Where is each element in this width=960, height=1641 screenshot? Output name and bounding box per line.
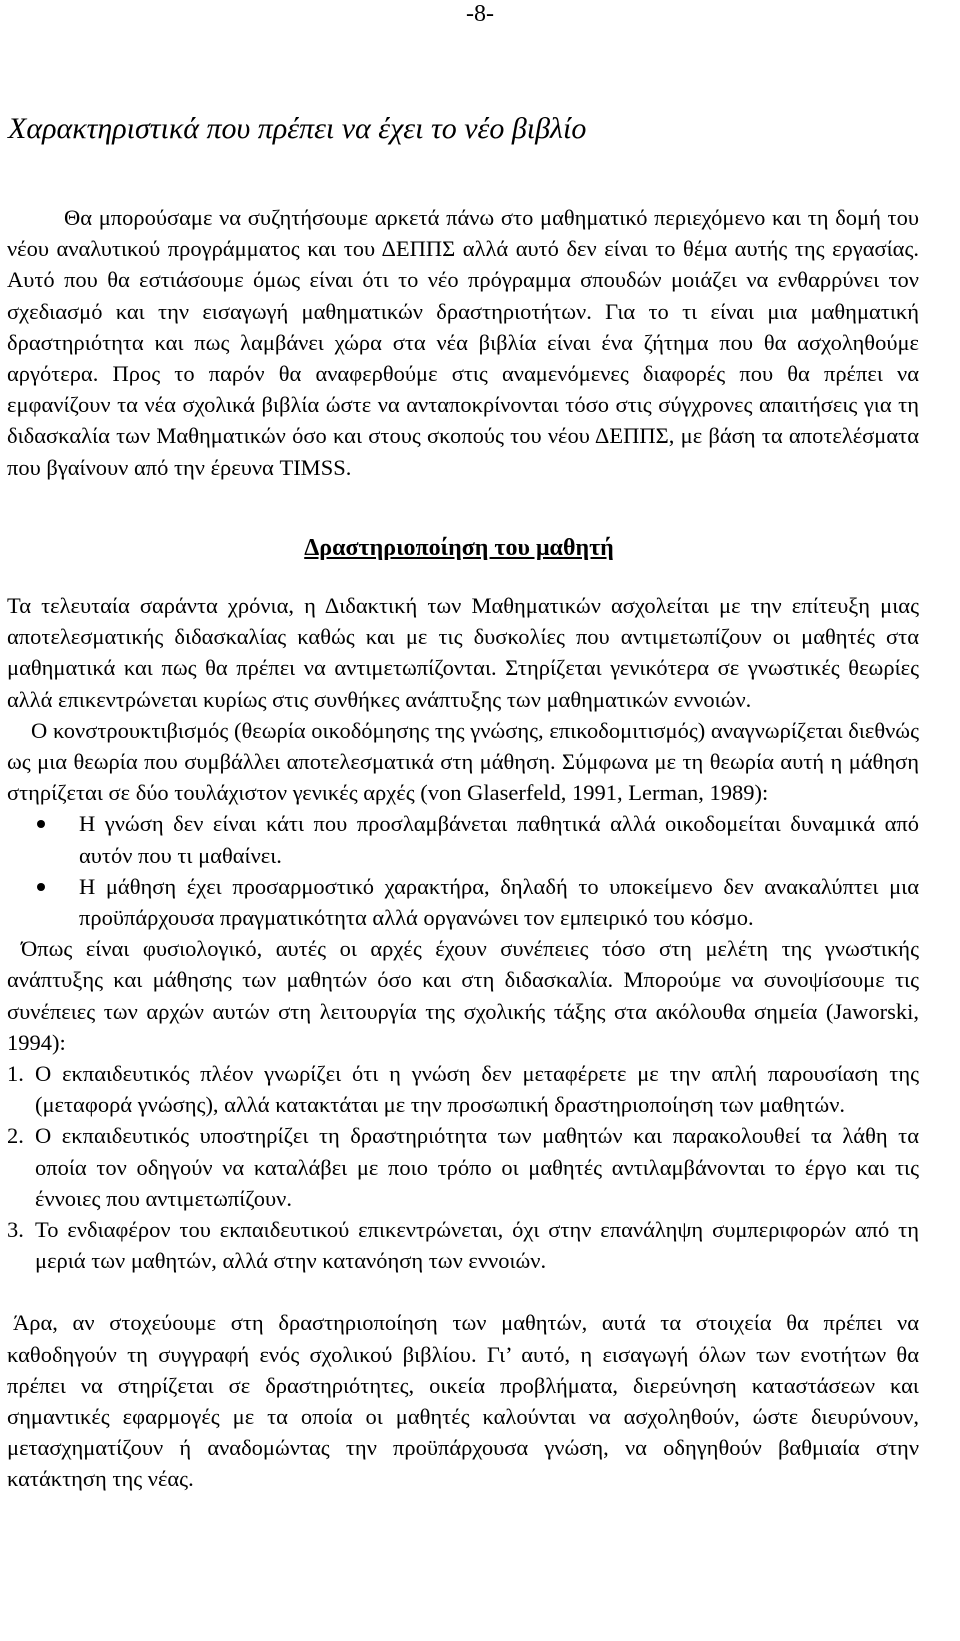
section-paragraph: Τα τελευταία σαράντα χρόνια, η Διδακτική των Μαθηματικών ασχολείται με την επίτευξη μιας αποτελεσματικής διδασκαλίας καθώς και με τις δυσκολίες που αντιμετωπίζουν οι μαθητές στα μαθηματικά και πως θα πρέπει να αντιμετωπίζονται. Στηρίζεται γενικότερα σε γνωστικές θεωρίες αλλά επικεντρώνεται κυρίως στις συνθήκες ανάπτυξης των μαθηματικών εννοιών.	[7, 593, 919, 712]
closing-paragraph: Άρα, αν στοχεύουμε στη δραστηριοποίηση των μαθητών, αυτά τα στοιχεία θα πρέπει να καθοδηγούν τη συγγραφή ενός σχολικού βιβλίου. Γι’ αυτό, η εισαγωγή όλων των ενοτήτων θα πρέπει να στηρίζεται σε δραστηριότητες, οικεία προβλήματα, διερεύνηση καταστάσεων και σημαντικές εφαρμογές με τα οποία οι μαθητές καλούνται να ασχοληθούν, ώστε διευρύνουν, μετασχηματίζουν ή αναδομώντας την προϋπάρχουσα γνώση, να οδηγηθούν βαθμιαία στην κατάκτηση της νέας.	[7, 1310, 919, 1492]
principles-list	[7, 808, 919, 933]
page-title: Χαρακτηριστικά που πρέπει να έχει το νέο βιβλίο	[8, 112, 587, 145]
section-paragraph: Ο κονστρουκτιβισμός (θεωρία οικοδόμησης της γνώσης, επικοδομιτισμός) αναγνωρίζεται διεθνώς ως μια θεωρία που συμβάλλει αποτελεσματικά στη μάθηση. Σύμφωνα με τη θεωρία αυτή η μάθηση στηρίζεται σε δύο τουλάχιστον γενικές αρχές (von Glaserfeld, 1991, Lerman, 1989):	[7, 717, 919, 806]
list-item-text: Το ενδιαφέρον του εκπαιδευτικού επικεντρώνεται, όχι στην επανάληψη συμπεριφορών από τη μεριά των μαθητών, αλλά στην κατανόηση των εννοιών.	[35, 1217, 919, 1274]
page-number: -8-	[466, 1, 494, 27]
section-heading: Δραστηριοποίηση του μαθητή	[304, 535, 614, 561]
list-item	[7, 871, 919, 933]
list-item	[7, 1214, 919, 1276]
consequences-list	[7, 1058, 919, 1276]
intro-section	[7, 202, 919, 483]
section-body	[7, 590, 919, 1495]
intro-paragraph: Θα μπορούσαμε να συζητήσουμε αρκετά πάνω στο μαθηματικό περιεχόμενο και τη δομή του νέου αναλυτικού προγράμματος και του ΔΕΠΠΣ αλλά αυτό δεν είναι το θέμα αυτής της εργασίας. Αυτό που θα εστιάσουμε όμως είναι ότι το νέο πρόγραμμα σπουδών μοιάζει να ενθαρρύνει τον σχεδιασμό και την εισαγωγή μαθηματικών δραστηριοτήτων. Για το τι είναι μια μαθηματική δραστηριότητα και πως λαμβάνει χώρα στα νέα βιβλία είναι ένα ζήτημα που θα ασχοληθούμε αργότερα. Προς το παρόν θα αναφερθούμε στις αναμενόμενες διαφορές που θα πρέπει να εμφανίζουν τα νέα σχολικά βιβλία ώστε να ανταποκρίνονται τόσο στις σύγχρονες απαιτήσεις για τη διδασκαλία των Μαθηματικών όσο και στους σκοπούς του νέου ΔΕΠΠΣ, με βάση τα αποτελέσματα που βγαίνουν από την έρευνα TIMSS.	[7, 205, 919, 480]
list-item	[7, 1120, 919, 1214]
list-number: 3.	[7, 1217, 24, 1243]
paragraph-spacer	[7, 1276, 919, 1307]
section-paragraph: Όπως είναι φυσιολογικό, αυτές οι αρχές έχουν συνέπειες τόσο στη μελέτη της γνωστικής ανάπτυξης και μάθησης των μαθητών όσο και στη διδασκαλία. Μπορούμε να συνοψίσουμε τις συνέπειες των αρχών αυτών στη λειτουργία της σχολικής τάξης στα ακόλουθα σημεία (Jaworski, 1994):	[7, 936, 919, 1055]
list-item-text: Η γνώση δεν είναι κάτι που προσλαμβάνεται παθητικά αλλά οικοδομείται δυναμικά από αυτόν που τι μαθαίνει.	[79, 811, 919, 868]
list-item-text: Η μάθηση έχει προσαρμοστικό χαρακτήρα, δηλαδή το υποκείμενο δεν ανακαλύπτει μια προϋπάρχουσα πραγματικότητα αλλά οργανώνει τον εμπειρικό του κόσμο.	[79, 873, 919, 931]
list-number: 1.	[7, 1061, 24, 1087]
list-number: 2.	[7, 1123, 24, 1149]
list-item	[7, 1058, 919, 1120]
bullet-icon	[37, 820, 45, 828]
list-item-text: Ο εκπαιδευτικός πλέον γνωρίζει ότι η γνώση δεν μεταφέρετε με την απλή παρουσίαση της (μεταφορά γνώσης), αλλά κατακτάται με την προσωπική δραστηριοποίηση των μαθητών.	[35, 1061, 919, 1118]
bullet-icon	[37, 883, 45, 891]
list-item	[7, 808, 919, 870]
list-item-text: Ο εκπαιδευτικός υποστηρίζει τη δραστηριότητα των μαθητών και παρακολουθεί τα λάθη τα οποία τον οδηγούν να καταλάβει με ποιο τρόπο οι μαθητές αντιλαμβάνονται το έργο και τις έννοιες που αντιμετωπίζουν.	[35, 1123, 919, 1211]
